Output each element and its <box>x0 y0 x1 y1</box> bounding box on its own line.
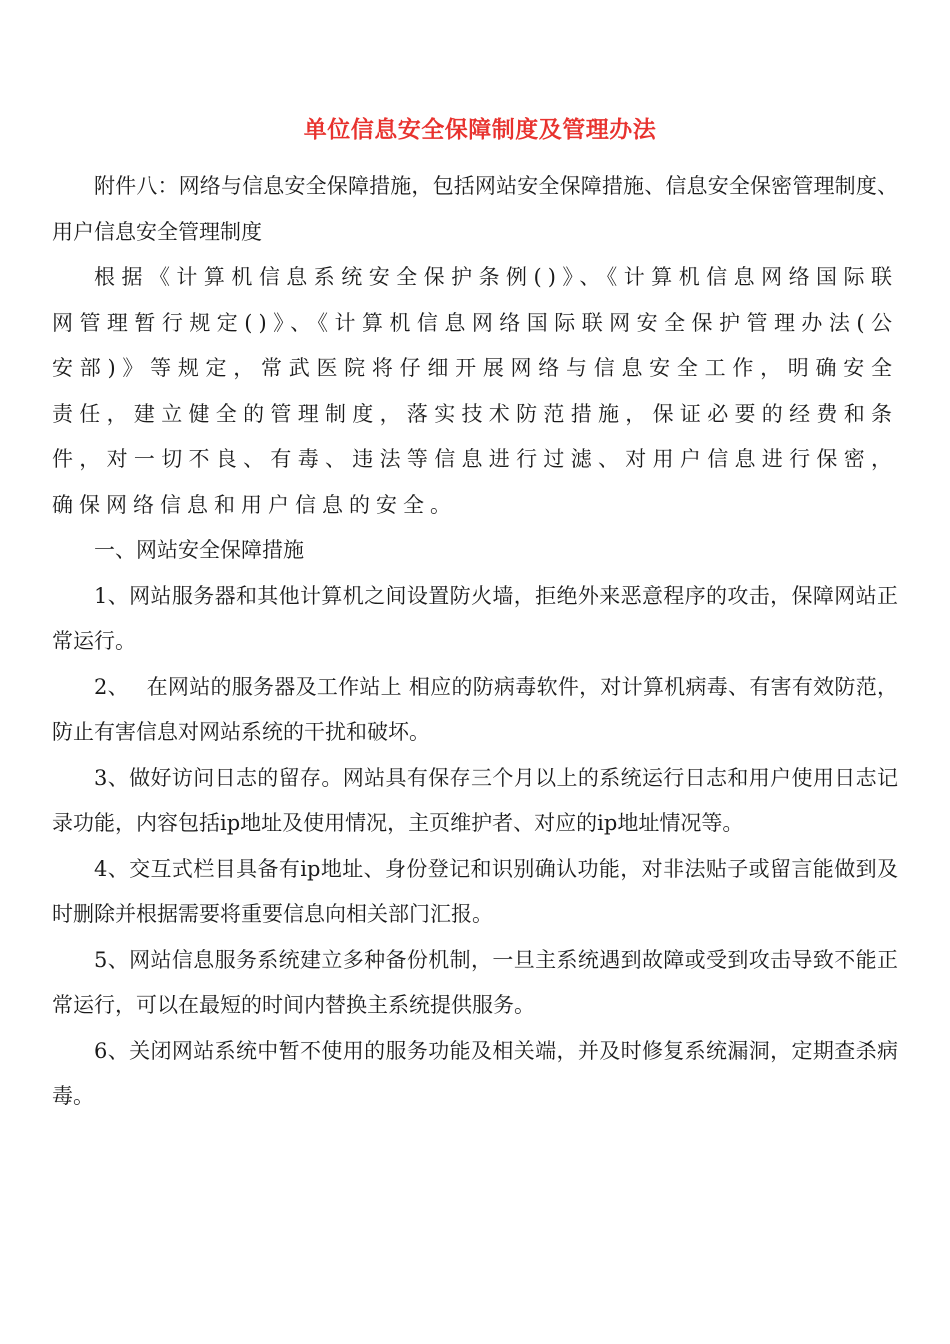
section-heading-website-security: 一、网站安全保障措施 <box>94 538 304 562</box>
list-item-5-backup: 5、网站信息服务系统建立多种备份机制，一旦主系统遇到故障或受到攻击导致不能正常运行，可以在最短的时间内替换主系统提供服务。 <box>52 947 898 1017</box>
list-item-2-antivirus: 2、 在网站的服务器及工作站上 相应的防病毒软件，对计算机病毒、有害有效防范，防止有害信息对网站系统的干扰和破坏。 <box>52 674 898 744</box>
document-page <box>52 112 898 1120</box>
list-item-3-access-logs: 3、做好访问日志的留存。网站具有保存三个月以上的系统运行日志和用户使用日志记录功能，内容包括ip地址及使用情况，主页维护者、对应的ip地址情况等。 <box>52 765 898 835</box>
list-item-1-firewall: 1、网站服务器和其他计算机之间设置防火墙，拒绝外来恶意程序的攻击，保障网站正常运行。 <box>52 583 898 653</box>
list-item-4-interactive-columns: 4、交互式栏目具备有ip地址、身份登记和识别确认功能，对非法贴子或留言能做到及时删除并根据需要将重要信息向相关部门汇报。 <box>52 856 898 926</box>
document-title: 单位信息安全保障制度及管理办法 <box>303 116 657 143</box>
list-item-6-close-services: 6、关闭网站系统中暂不使用的服务功能及相关端，并及时修复系统漏洞，定期查杀病毒。 <box>52 1038 898 1108</box>
paragraph-regulations: 根据《计算机信息系统安全保护条例()》、《计算机信息网络国际联网管理暂行规定()》、《计算机信息网络国际联网安全保护管理办法(公安部)》等规定，常武医院将仔细开展网络与信息安全工作，明确安全责任，建立健全的管理制度，落实技术防范措施，保证必要的经费和条件，对一切不良、有毒、违法等信息进行过滤、对用户信息进行保密，确保网络信息和用户信息的安全。 <box>52 265 898 517</box>
paragraph-intro: 附件八：网络与信息安全保障措施，包括网站安全保障措施、信息安全保密管理制度、用户信息安全管理制度 <box>52 174 898 244</box>
